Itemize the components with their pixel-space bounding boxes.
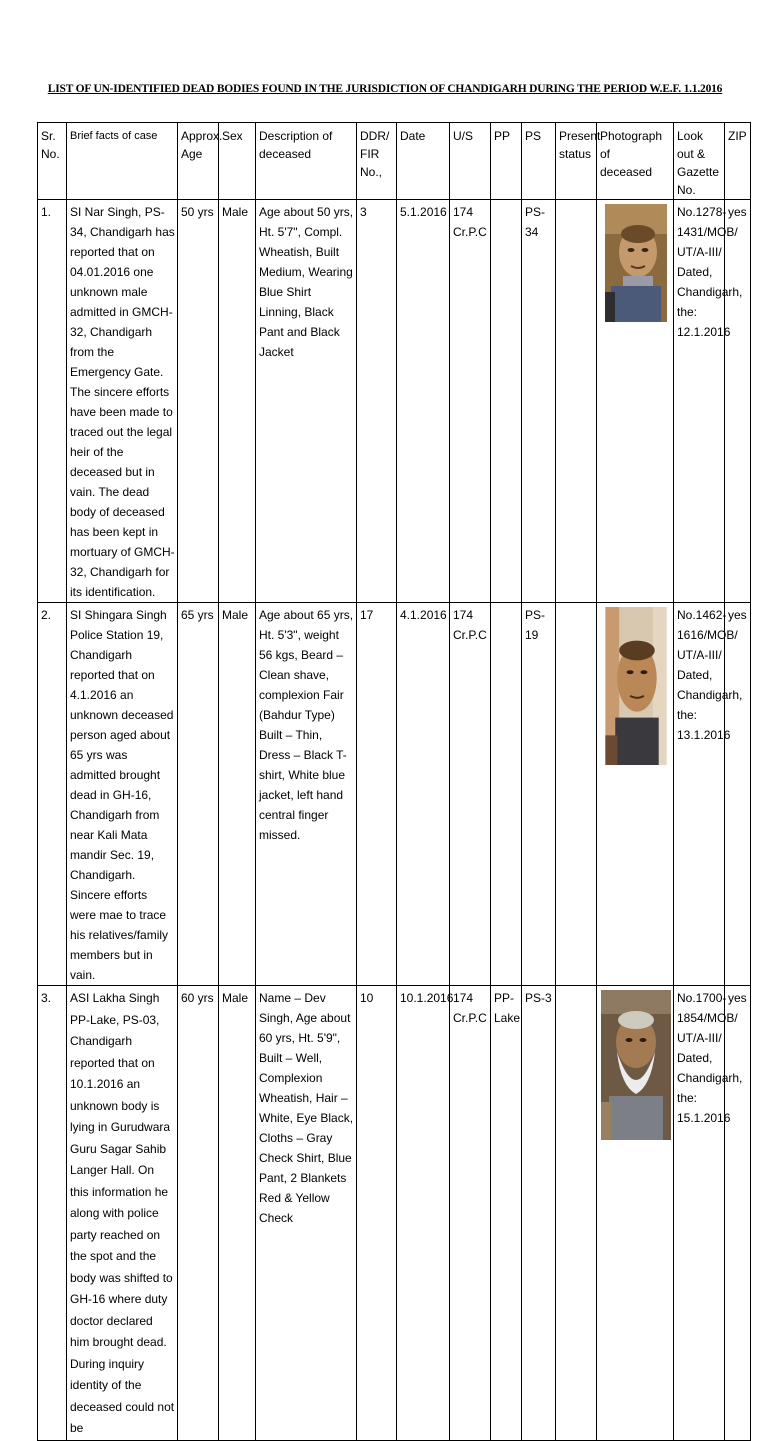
gazette-no-cell: No.1700- 1854/MOB/ UT/A-III/ Dated, Chandigarh, the: 15.1.2016	[674, 986, 725, 1441]
pp-cell: PP- Lake	[491, 986, 522, 1441]
header-sex: Sex	[219, 123, 256, 200]
brief-facts-cell: ASI Lakha Singh PP-Lake, PS-03, Chandigarh reported that on 10.1.2016 an unknown body is lying in Gurudwara Guru Sagar Sahib Langer Hall. On this information he along with police party reached on the spot and the body was shifted to GH-16 where duty doctor declared him brought dead. During inquiry identity of the deceased could not be	[67, 986, 178, 1441]
gazette-no-cell: No.1462- 1616/MOB/ UT/A-III/ Dated, Chandigarh, the: 13.1.2016	[674, 603, 725, 986]
photograph-cell	[597, 603, 674, 986]
header-brief-facts: Brief facts of case	[67, 123, 178, 200]
header-sr-no: Sr. No.	[38, 123, 67, 200]
sr-no-cell: 2.	[38, 603, 67, 986]
header-ps: PS	[522, 123, 556, 200]
age-cell: 50 yrs	[178, 200, 219, 603]
header-pp: PP	[491, 123, 522, 200]
present-status-cell	[556, 986, 597, 1441]
zip-cell: yes	[725, 200, 751, 603]
header-date: Date	[397, 123, 450, 200]
ps-cell: PS-3	[522, 986, 556, 1441]
zip-cell: yes	[725, 986, 751, 1441]
ddr-cell: 3	[357, 200, 397, 603]
age-cell: 60 yrs	[178, 986, 219, 1441]
header-us: U/S	[450, 123, 491, 200]
header-ddr-fir: DDR/ FIR No.,	[357, 123, 397, 200]
ps-cell: PS-34	[522, 200, 556, 603]
pp-cell	[491, 200, 522, 603]
gazette-no-cell: No.1278- 1431/MOB/ UT/A-III/ Dated, Chandigarh, the: 12.1.2016	[674, 200, 725, 603]
deceased-photo	[605, 204, 667, 322]
header-row	[38, 123, 751, 200]
header-approx-age: Approx. Age	[178, 123, 219, 200]
age-cell: 65 yrs	[178, 603, 219, 986]
description-cell: Age about 65 yrs, Ht. 5'3", weight 56 kgs, Beard – Clean shave, complexion Fair (Bahdur Type) Built – Thin, Dress – Black T-shirt, White blue jacket, left hand central finger missed.	[256, 603, 357, 986]
header-gazette-no: Look out & Gazette No.	[674, 123, 725, 200]
us-cell: 174 Cr.P.C	[450, 986, 491, 1441]
dead-bodies-table	[37, 122, 751, 1441]
header-description: Description of deceased	[256, 123, 357, 200]
page-title: LIST OF UN-IDENTIFIED DEAD BODIES FOUND IN THE JURISDICTION OF CHANDIGARH DURING THE PERIOD W.E.F. 1.1.2016	[47, 83, 723, 95]
pp-cell	[491, 603, 522, 986]
description-cell: Age about 50 yrs, Ht. 5'7", Compl. Wheatish, Built Medium, Wearing Blue Shirt Linning, Black Pant and Black Jacket	[256, 200, 357, 603]
ddr-cell: 17	[357, 603, 397, 986]
photograph-cell	[597, 986, 674, 1441]
us-cell: 174 Cr.P.C	[450, 200, 491, 603]
date-cell: 5.1.2016	[397, 200, 450, 603]
header-photograph: Photograph of deceased	[597, 123, 674, 200]
sex-cell: Male	[219, 986, 256, 1441]
deceased-photo	[605, 607, 667, 765]
ps-cell: PS-19	[522, 603, 556, 986]
zip-cell: yes	[725, 603, 751, 986]
date-cell: 4.1.2016	[397, 603, 450, 986]
brief-facts-cell: SI Nar Singh, PS-34, Chandigarh has reported that on 04.01.2016 one unknown male admitted in GMCH-32, Chandigarh from the Emergency Gate. The sincere efforts have been made to traced out the legal heir of the deceased but in vain. The dead body of deceased has been kept in mortuary of GMCH-32, Chandigarh for its identification.	[67, 200, 178, 603]
sr-no-cell: 1.	[38, 200, 67, 603]
present-status-cell	[556, 200, 597, 603]
header-zip: ZIP	[725, 123, 751, 200]
sex-cell: Male	[219, 603, 256, 986]
ddr-cell: 10	[357, 986, 397, 1441]
present-status-cell	[556, 603, 597, 986]
header-present-status: Present status	[556, 123, 597, 200]
sr-no-cell: 3.	[38, 986, 67, 1441]
us-cell: 174 Cr.P.C	[450, 603, 491, 986]
table-row	[38, 986, 751, 1441]
brief-facts-cell: SI Shingara Singh Police Station 19, Chandigarh reported that on 4.1.2016 an unknown deceased person aged about 65 yrs was admitted brought dead in GH-16, Chandigarh from near Kali Mata mandir Sec. 19, Chandigarh. Sincere efforts were mae to trace his relatives/family members but in vain.	[67, 603, 178, 986]
sex-cell: Male	[219, 200, 256, 603]
table-row	[38, 200, 751, 603]
table-row	[38, 603, 751, 986]
description-cell: Name – Dev Singh, Age about 60 yrs, Ht. 5'9", Built – Well, Complexion Wheatish, Hair – White, Eye Black, Cloths – Gray Check Shirt, Blue Pant, 2 Blankets Red & Yellow Check	[256, 986, 357, 1441]
date-cell: 10.1.2016	[397, 986, 450, 1441]
photograph-cell	[597, 200, 674, 603]
deceased-photo	[601, 990, 671, 1140]
